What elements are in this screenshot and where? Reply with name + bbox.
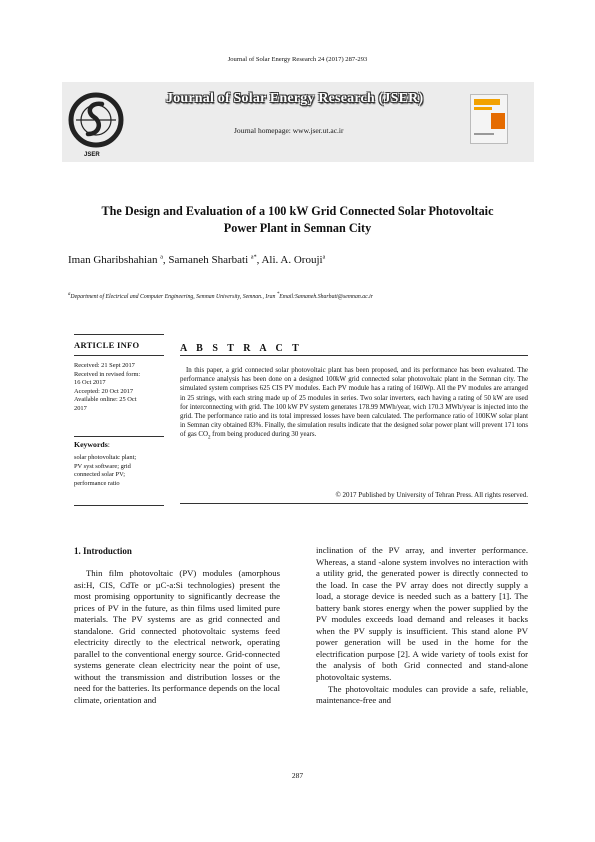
corresponding-email: Email:Samaneh.Sharbati@semnan.ac.ir: [279, 293, 373, 300]
divider: [74, 436, 164, 437]
keyword-line: solar photovoltaic plant;: [74, 454, 137, 461]
abstract-body: In this paper, a grid connected solar photovoltaic plant has been proposed, and its performance has been evaluated. The performance analysis has been done on a designed 100kW grid connected solar photovoltaic plant in the Semnan city. The simulated system comprises 625 CIS PV modules. Each PV module has a rating of 160Wp. All the PV modules are arranged in 25 strings, with each string made up of 25 modules in series. Two solar inverters, each having a rating of 50 kW are used for interconnecting with grid. The 100 kW PV system generates 178.99 MWh/year, wich 170.3 MWh/year is injected into the grid. The performance ratio and its total impressed losses have been calculated. The performance ratio of 100KW solar plant in Semnan city obtained 83%. Finally, the simulation results indicate that the designed solar power plant will prevent 171 tons of gas CO: [180, 367, 528, 439]
author-name: Iman Gharibshahian: [68, 254, 161, 266]
affiliation-mark: a: [68, 292, 71, 297]
running-header: Journal of Solar Energy Research 24 (2017) 287-293: [227, 56, 368, 63]
paragraph: inclination of the PV array, and inverter performance. Whereas, a stand -alone system involves no interaction with a utility grid, the generated power is directly connected to the load. In case the PV array does not directly supply a load, a storage device is needed such as a battery [1]. The battery bank stores energy when the power supplied by the PV modules exceeds load demand and releases it backs when the PV supply is insufficient. This stand alone PV power generation will be used in the home for the electrification purpose [2]. A wide variety of tools exist for the analysis of both Grid connected and stand-alone photovoltaic systems.: [316, 545, 528, 683]
article-info-line: Received in revised form:: [74, 370, 141, 378]
article-info-line: Available online: 25 Oct: [74, 396, 137, 403]
title-line-2: Power Plant in Semnan City: [223, 221, 372, 235]
journal-homepage: Journal homepage: www.jser.ut.ac.ir: [234, 126, 344, 135]
article-info-dates: [74, 362, 164, 413]
divider: [74, 355, 164, 356]
article-info-line: Accepted: 20 Oct 2017: [74, 387, 134, 395]
divider: [74, 505, 164, 506]
logo-caption: JSER: [84, 152, 100, 158]
author-name: , Samaneh Sharbati: [162, 254, 251, 266]
abstract-heading: A B S T R A C T: [180, 343, 303, 354]
divider: [74, 334, 164, 335]
section-heading-introduction: 1. Introduction: [74, 546, 132, 556]
journal-name: Journal of Solar Energy Research (JSER): [166, 91, 424, 106]
keyword-line: PV syst software; grid: [74, 462, 131, 470]
divider: [180, 355, 528, 356]
author-list: [68, 254, 325, 266]
keyword-line: connected solar PV;: [74, 471, 125, 478]
title-line-1: The Design and Evaluation of a 100 kW Grid Connected Solar Photovoltaic: [101, 204, 494, 218]
body-column-right: [316, 545, 528, 707]
affiliation-line: [68, 292, 373, 300]
author-affiliation-mark: a*: [250, 254, 257, 261]
author-name: , Ali. A. Orouji: [256, 254, 323, 266]
keywords-list: [74, 454, 166, 488]
divider: [180, 503, 528, 504]
jser-logo-icon: [68, 90, 128, 160]
article-title: [40, 203, 555, 237]
article-info-line: 16 Oct 2017: [74, 379, 106, 386]
author-affiliation-mark: a: [160, 254, 163, 261]
paragraph: Thin film photovoltaic (PV) modules (amorphous asi:H, CIS, CdTe or µC-a:Si technologies) present the most promising opportunity to significantly decrease the prices of PV in the future, as thin films used limited pure materials. The PV systems are as grid connected and standalone. Grid connected photovoltaic systems feed electricity directly to the electrical network, operating parallel to the conventional energy source. Grid-connected systems generate clean electricity near the point of use, without the transmission and distribution losses or the need for the batteries. Its performance depends on the local climate, orientation and: [74, 568, 280, 706]
abstract-text: [180, 366, 528, 443]
journal-header: [62, 82, 534, 162]
keywords-colon: :: [107, 440, 110, 449]
abstract-body-end: from being produced during 30 years.: [210, 431, 317, 439]
article-info-line: 2017: [74, 404, 87, 412]
keywords-heading: [74, 440, 110, 449]
article-info-heading: ARTICLE INFO: [74, 340, 140, 350]
author-affiliation-mark: a: [322, 254, 326, 261]
keywords-heading-text: Keywords: [74, 440, 108, 449]
body-column-left: [74, 568, 280, 707]
page-number: 287: [291, 771, 304, 780]
abstract-subscript: 2: [207, 435, 211, 441]
paragraph: The photovoltaic modules can provide a safe, reliable, maintenance-free and: [316, 683, 528, 706]
affiliation-text: Department of Electrical and Computer Engineering, Semnan University, Semnan., Iran: [70, 293, 276, 300]
keyword-line: performance ratio: [74, 479, 120, 487]
journal-cover-thumbnail: [470, 94, 508, 144]
article-info-line: Received: 21 Sept 2017: [74, 362, 135, 369]
corresponding-mark: *: [276, 292, 280, 297]
copyright-notice: © 2017 Published by University of Tehran Press. All rights reserved.: [335, 491, 528, 499]
